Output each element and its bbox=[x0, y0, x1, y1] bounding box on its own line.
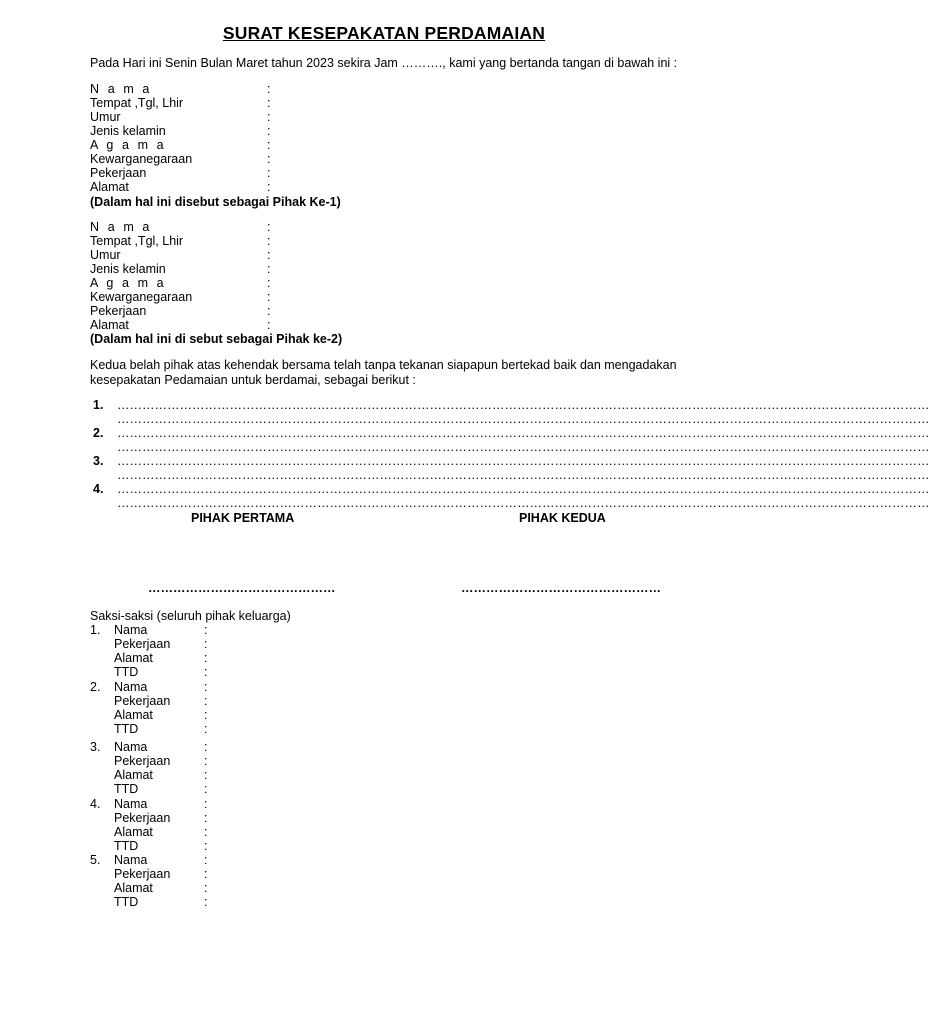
field-colon: : bbox=[204, 881, 208, 895]
witness-field-label: Alamat bbox=[114, 708, 153, 722]
point-dots-line: …………………………………………………………………………………………………………………………………………………………………………… bbox=[117, 496, 930, 510]
party-1-field-label: N a m a bbox=[90, 82, 152, 96]
witness-field-label: Nama bbox=[114, 680, 148, 694]
field-colon: : bbox=[204, 637, 208, 651]
witness-field-label: Alamat bbox=[114, 881, 153, 895]
party-2-field-label: A g a m a bbox=[90, 276, 167, 290]
field-colon: : bbox=[204, 680, 208, 694]
witness-number: 5. bbox=[90, 853, 101, 867]
field-colon: : bbox=[204, 708, 208, 722]
point-dots-line: …………………………………………………………………………………………………………………………………………………………………………… bbox=[117, 440, 930, 454]
party-2-field-label: Jenis kelamin bbox=[90, 262, 166, 276]
field-colon: : bbox=[267, 276, 271, 290]
party-1-field-label: Kewarganegaraan bbox=[90, 152, 193, 166]
point-dots-line: …………………………………………………………………………………………………………………………………………………………………………… bbox=[117, 454, 930, 468]
witness-field-label: Pekerjaan bbox=[114, 754, 171, 768]
field-colon: : bbox=[204, 651, 208, 665]
witness-field-label: Alamat bbox=[114, 651, 153, 665]
witness-field-label: Nama bbox=[114, 853, 148, 867]
witness-field-label: TTD bbox=[114, 895, 139, 909]
party-2-field-label: Umur bbox=[90, 248, 121, 262]
witness-field-label: TTD bbox=[114, 782, 139, 796]
field-colon: : bbox=[204, 694, 208, 708]
party-2-field-label: Kewarganegaraan bbox=[90, 290, 193, 304]
point-dots-line: …………………………………………………………………………………………………………………………………………………………………………… bbox=[117, 468, 930, 482]
field-colon: : bbox=[204, 754, 208, 768]
witness-field-label: Nama bbox=[114, 740, 148, 754]
witness-number: 3. bbox=[90, 740, 101, 754]
party-2-note: (Dalam hal ini di sebut sebagai Pihak ke-2) bbox=[90, 332, 343, 346]
field-colon: : bbox=[204, 623, 208, 637]
field-colon: : bbox=[267, 96, 271, 110]
document-title: SURAT KESEPAKATAN PERDAMAIAN bbox=[222, 23, 546, 43]
field-colon: : bbox=[204, 895, 208, 909]
witness-field-label: Pekerjaan bbox=[114, 867, 171, 881]
field-colon: : bbox=[267, 166, 271, 180]
field-colon: : bbox=[204, 665, 208, 679]
intro-paragraph: Pada Hari ini Senin Bulan Maret tahun 2023 sekira Jam ………., kami yang bertanda tangan di bawah ini : bbox=[90, 56, 678, 70]
witness-field-label: Pekerjaan bbox=[114, 811, 171, 825]
party-1-field-label: Tempat ,Tgl, Lhir bbox=[90, 96, 184, 110]
field-colon: : bbox=[267, 290, 271, 304]
field-colon: : bbox=[204, 853, 208, 867]
witness-number: 4. bbox=[90, 797, 101, 811]
field-colon: : bbox=[267, 110, 271, 124]
witness-field-label: Nama bbox=[114, 797, 148, 811]
witness-field-label: TTD bbox=[114, 665, 139, 679]
signature-line-party-2: ………………………………………… bbox=[461, 581, 661, 595]
witness-field-label: Alamat bbox=[114, 825, 153, 839]
field-colon: : bbox=[204, 782, 208, 796]
field-colon: : bbox=[267, 180, 271, 194]
field-colon: : bbox=[267, 138, 271, 152]
party-2-field-label: Alamat bbox=[90, 318, 129, 332]
point-dots-line: …………………………………………………………………………………………………………………………………………………………………………… bbox=[117, 398, 930, 412]
field-colon: : bbox=[267, 318, 271, 332]
field-colon: : bbox=[267, 262, 271, 276]
agreement-paragraph-line: kesepakatan Pedamaian untuk berdamai, sebagai berikut : bbox=[90, 373, 416, 387]
point-number: 3. bbox=[93, 454, 104, 468]
point-dots-line: …………………………………………………………………………………………………………………………………………………………………………… bbox=[117, 426, 930, 440]
witness-field-label: Alamat bbox=[114, 768, 153, 782]
party-2-field-label: Pekerjaan bbox=[90, 304, 147, 318]
party-2-field-label: N a m a bbox=[90, 220, 152, 234]
party-1-field-label: Umur bbox=[90, 110, 121, 124]
point-number: 4. bbox=[93, 482, 104, 496]
field-colon: : bbox=[204, 839, 208, 853]
field-colon: : bbox=[267, 220, 271, 234]
field-colon: : bbox=[204, 811, 208, 825]
point-dots-line: …………………………………………………………………………………………………………………………………………………………………………… bbox=[117, 482, 930, 496]
witness-field-label: Pekerjaan bbox=[114, 694, 171, 708]
field-colon: : bbox=[267, 304, 271, 318]
signature-label-party-1: PIHAK PERTAMA bbox=[191, 511, 295, 525]
witness-field-label: Pekerjaan bbox=[114, 637, 171, 651]
field-colon: : bbox=[267, 124, 271, 138]
witness-field-label: TTD bbox=[114, 722, 139, 736]
witness-header: Saksi-saksi (seluruh pihak keluarga) bbox=[90, 609, 291, 623]
point-number: 2. bbox=[93, 426, 104, 440]
field-colon: : bbox=[267, 82, 271, 96]
signature-line-party-1: ……………………………………… bbox=[148, 581, 336, 595]
field-colon: : bbox=[204, 825, 208, 839]
field-colon: : bbox=[267, 234, 271, 248]
party-1-note: (Dalam hal ini disebut sebagai Pihak Ke-1) bbox=[90, 195, 341, 209]
party-1-field-label: Alamat bbox=[90, 180, 129, 194]
field-colon: : bbox=[267, 248, 271, 262]
field-colon: : bbox=[204, 797, 208, 811]
field-colon: : bbox=[204, 867, 208, 881]
party-1-field-label: A g a m a bbox=[90, 138, 167, 152]
point-number: 1. bbox=[93, 398, 104, 412]
witness-field-label: TTD bbox=[114, 839, 139, 853]
party-1-field-label: Pekerjaan bbox=[90, 166, 147, 180]
signature-label-party-2: PIHAK KEDUA bbox=[519, 511, 606, 525]
witness-field-label: Nama bbox=[114, 623, 148, 637]
party-2-field-label: Tempat ,Tgl, Lhir bbox=[90, 234, 184, 248]
witness-number: 2. bbox=[90, 680, 101, 694]
field-colon: : bbox=[204, 768, 208, 782]
point-dots-line: …………………………………………………………………………………………………………………………………………………………………………… bbox=[117, 412, 930, 426]
field-colon: : bbox=[204, 722, 208, 736]
witness-number: 1. bbox=[90, 623, 101, 637]
field-colon: : bbox=[267, 152, 271, 166]
agreement-paragraph-line: Kedua belah pihak atas kehendak bersama telah tanpa tekanan siapapun bertekad baik dan mengadakan bbox=[90, 358, 677, 372]
party-1-field-label: Jenis kelamin bbox=[90, 124, 166, 138]
field-colon: : bbox=[204, 740, 208, 754]
